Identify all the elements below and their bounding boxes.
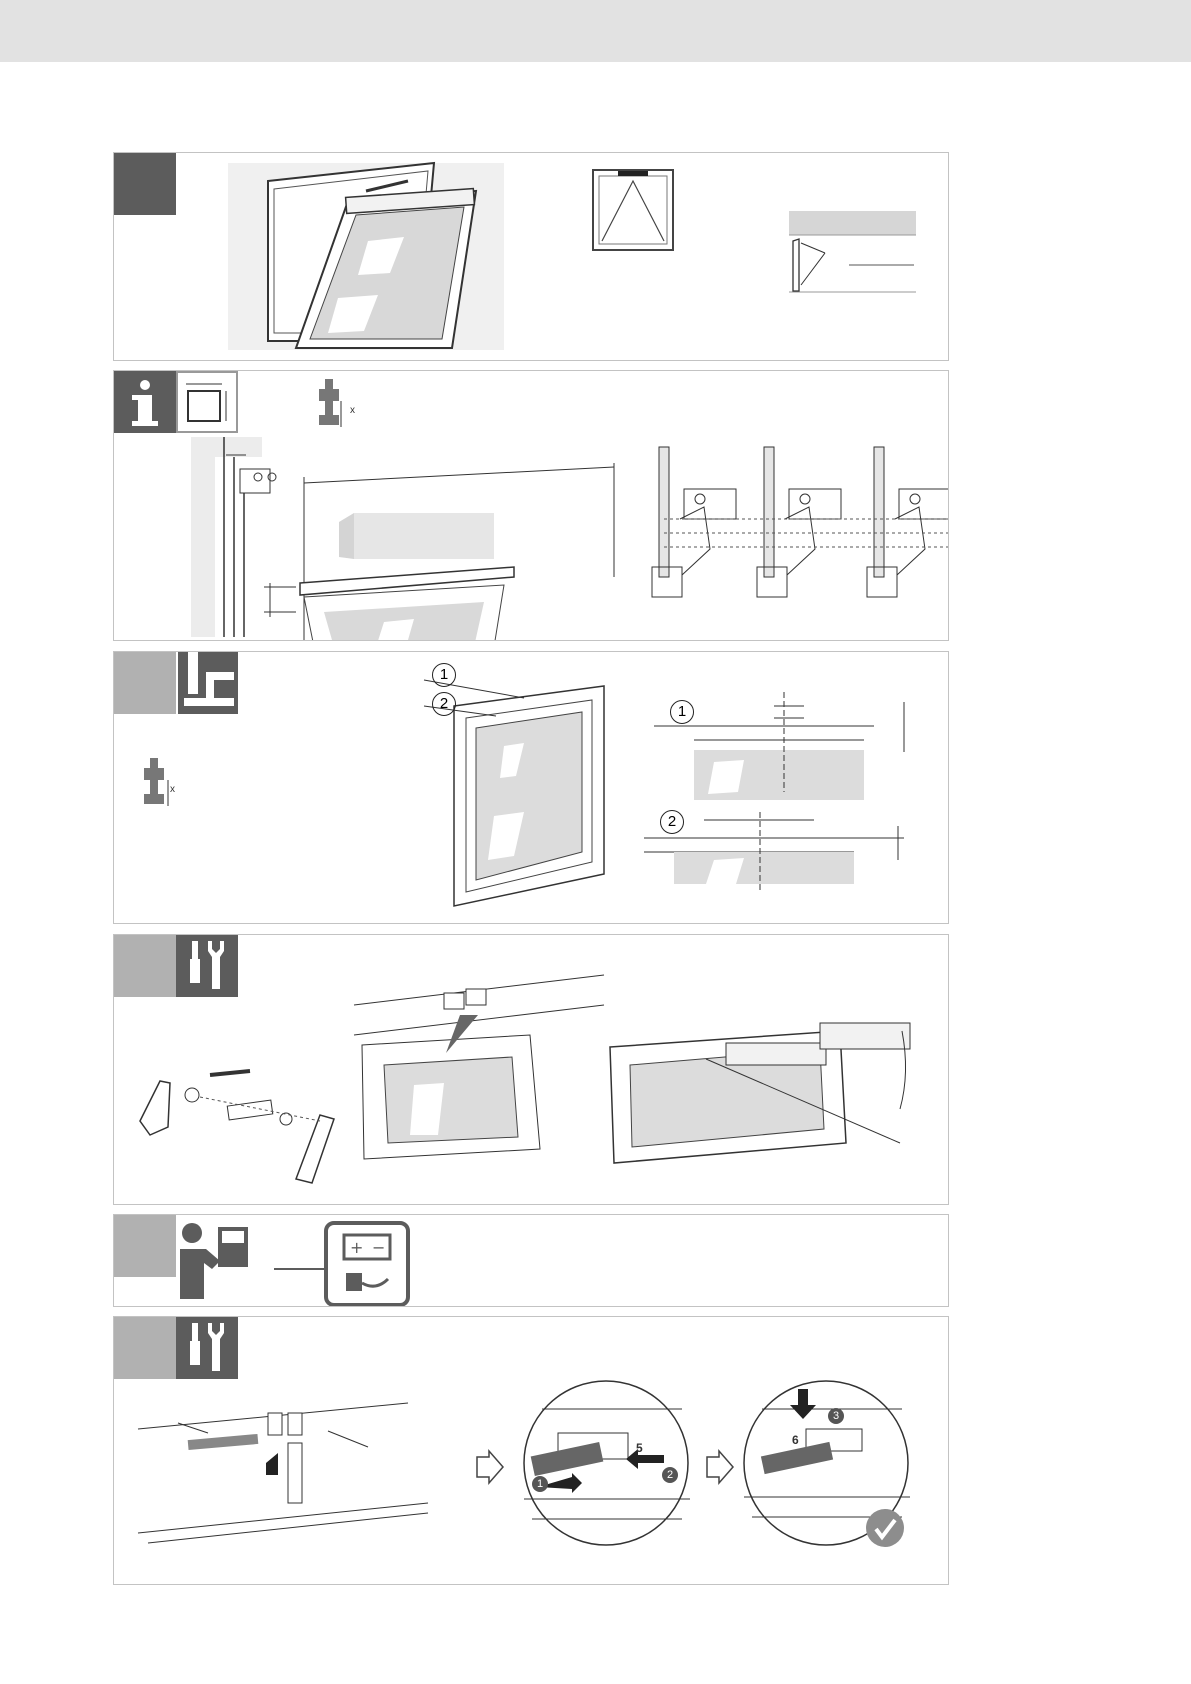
tilt-window-illustration (228, 163, 504, 350)
tilt-window-drawing (228, 163, 504, 350)
x-label: x (170, 784, 175, 795)
bracket-mounting-drawing (354, 965, 644, 1165)
panel-1-overview (113, 152, 949, 361)
panel-2-info (113, 370, 949, 641)
callout-2: 2 (432, 692, 456, 716)
panel-6-pin-insert (113, 1316, 949, 1585)
step-square (114, 652, 176, 714)
screwdriver-wrench-icon (176, 1317, 238, 1379)
x-label: x (350, 405, 355, 416)
detail-2-drawing (644, 812, 914, 892)
pin-insert-drawing (138, 1393, 458, 1563)
svg-text:−: − (372, 1238, 386, 1257)
window-symbol (592, 169, 682, 259)
label-5: 5 (636, 1441, 643, 1455)
step-square (114, 1215, 176, 1277)
svg-text:+: + (350, 1238, 364, 1257)
step-square (114, 153, 176, 215)
screwdriver-wrench-icon (176, 935, 238, 997)
clearance-x-icon (144, 758, 184, 812)
panel-3-marking (113, 651, 949, 924)
battery-plug-icon (254, 1221, 394, 1301)
step-square (114, 935, 176, 997)
drill-profile-icon (176, 652, 238, 714)
callout-circle-2: 2 (662, 1467, 678, 1483)
callout-circle-3: 3 (828, 1408, 844, 1424)
bracket-exploded-drawing (120, 1035, 340, 1185)
detail-2-callout: 2 (660, 810, 684, 834)
checkmark-icon (866, 1509, 904, 1547)
header-bar (0, 0, 1191, 62)
motor-mounting-drawing (610, 1013, 930, 1173)
detail-circle-1 (522, 1379, 692, 1549)
callout-1: 1 (432, 663, 456, 687)
callout-circle-1: 1 (532, 1476, 548, 1492)
person-disconnect-icon (176, 1221, 266, 1301)
step-square (114, 1317, 176, 1379)
panel-4-assembly (113, 934, 949, 1205)
legend-table (789, 211, 916, 287)
info-icon (114, 371, 176, 433)
detail-1-callout: 1 (670, 700, 694, 724)
legend-row (789, 211, 916, 287)
dimension-icon (176, 371, 238, 433)
label-6: 6 (792, 1433, 799, 1447)
detail-1-drawing (654, 692, 914, 792)
panel-5-power-warning (113, 1214, 949, 1307)
arrow-right-icon (705, 1449, 735, 1485)
arrow-right-icon (475, 1449, 505, 1485)
mounting-dimensions-drawing (184, 437, 884, 641)
